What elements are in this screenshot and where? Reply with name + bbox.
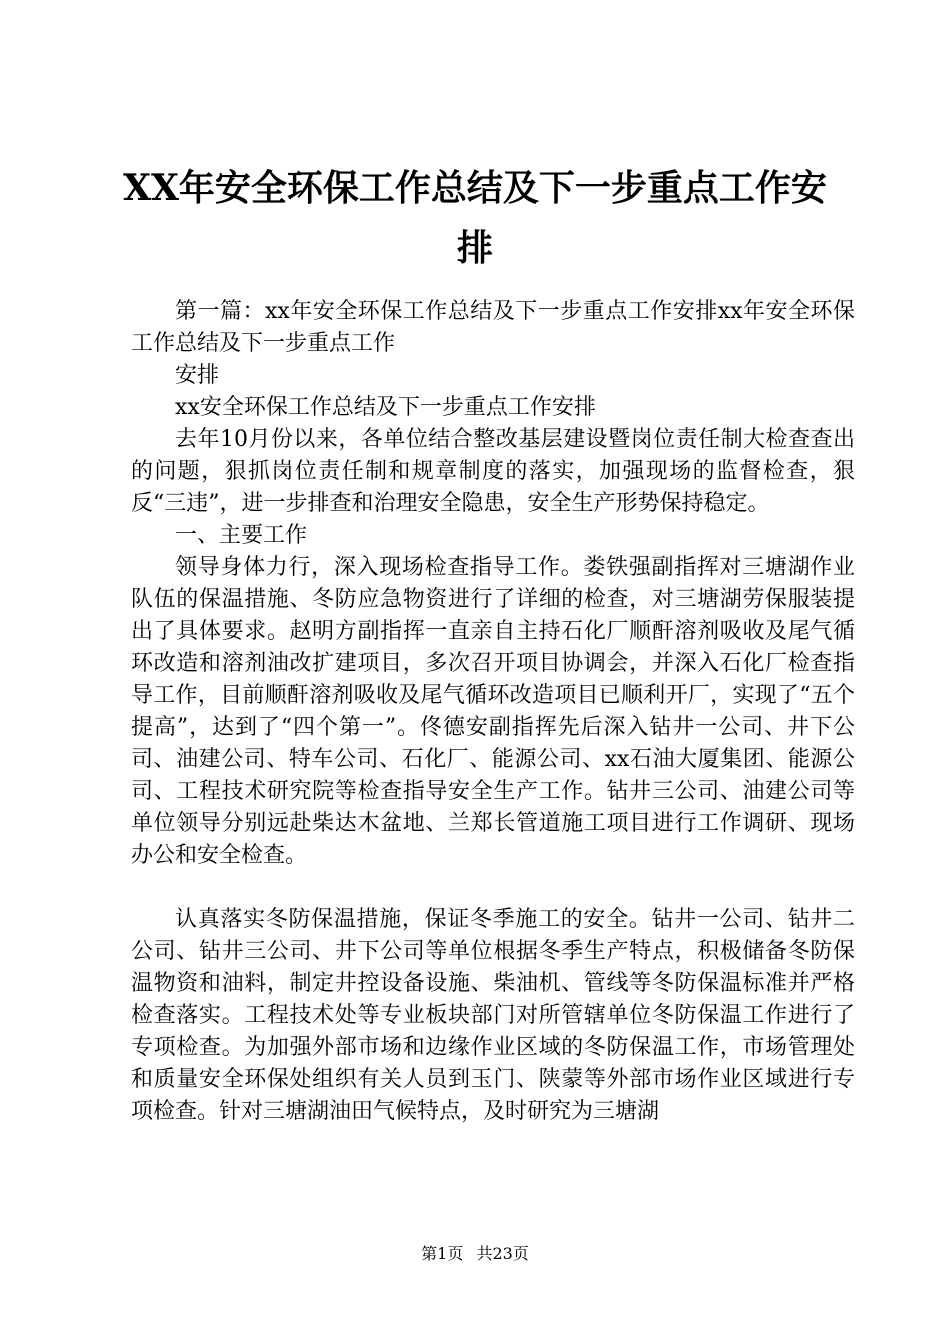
paragraph-chapter-heading-cont: 安排 [175,363,220,388]
page-total: 共23页 [476,1244,529,1263]
paragraph-winter-protection: 认真落实冬防保温措施，保证冬季施工的安全。钻井一公司、钻井二公司、钻井三公司、井下公司等单位根据冬季生产特点，积极储备冬防保温物资和油料，制定井控设备设施、柴油机、管线等冬防保温标准并严格检查落实。工程技术处等专业板块部门对所管辖单位冬防保温工作进行了专项检查。为加强外部市场和边缘作业区域的冬防保温工作，市场管理处和质量安全环保处组织有关人员到玉门、陕蒙等外部市场作业区域进行专项检查。针对三塘湖油田气候特点，及时研究为三塘湖 [131,907,855,1124]
paragraph-leadership: 领导身体力行，深入现场检查指导工作。娄铁强副指挥对三塘湖作业队伍的保温措施、冬防应急物资进行了详细的检查，对三塘湖劳保服装提出了具体要求。赵明方副指挥一直亲自主持石化厂顺酐溶剂吸收及尾气循环改造和溶剂油改扩建项目，多次召开项目协调会，并深入石化厂检查指导工作，目前顺酐溶剂吸收及尾气循环改造项目已顺利开厂，实现了“五个提高”，达到了“四个第一”。佟德安副指挥先后深入钻井一公司、井下公司、油建公司、特车公司、石化厂、能源公司、xx石油大厦集团、能源公司、工程技术研究院等检查指导安全生产工作。钻井三公司、油建公司等单位领导分别远赴柴达木盆地、兰郑长管道施工项目进行工作调研、现场办公和安全检查。 [131,555,855,868]
paragraph-chapter-heading: 第一篇：xx年安全环保工作总结及下一步重点工作安排xx年安全环保工作总结及下一步重点工作 [131,299,855,356]
page-footer [0,1243,950,1265]
document-title: XX年安全环保工作总结及下一步重点工作安排 [123,167,827,269]
section-heading: 一、主要工作 [175,523,308,548]
document-body [131,296,855,1128]
page-number: 第1页 [421,1244,464,1263]
paragraph-intro: 去年10月份以来，各单位结合整改基层建设暨岗位责任制大检查查出的问题，狠抓岗位责任制和规章制度的落实，加强现场的监督检查，狠反“三违”，进一步排查和治理安全隐患，安全生产形势保持稳定。 [131,427,855,516]
paragraph-subtitle: xx安全环保工作总结及下一步重点工作安排 [175,395,596,420]
